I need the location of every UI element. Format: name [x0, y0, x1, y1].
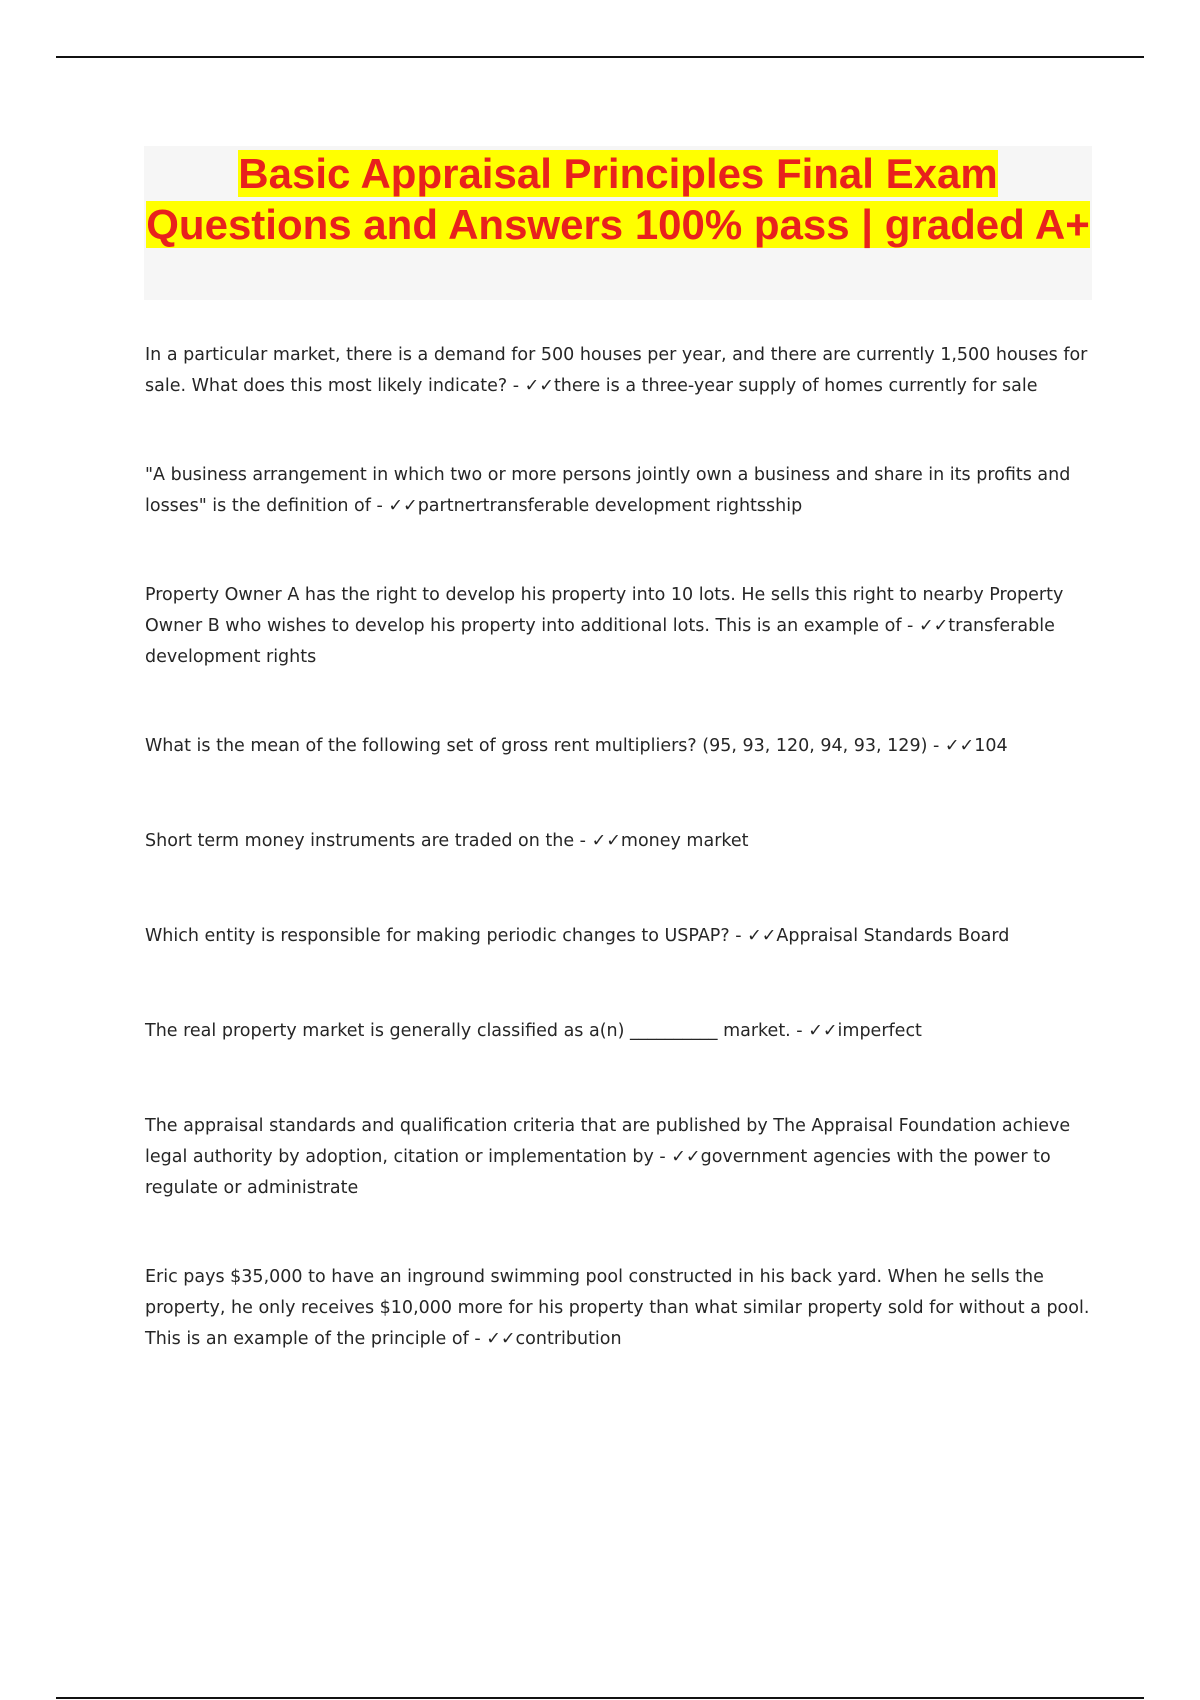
header-rule: [56, 56, 1144, 58]
check-mark-icon: ✓✓: [808, 1021, 838, 1041]
qa-list: [145, 340, 1100, 1355]
answer-text: 104: [974, 736, 1008, 756]
document-title: Basic Appraisal Principles Final Exam Questions and Answers 100% pass | graded A+: [146, 150, 1090, 248]
qa-item-6: [145, 921, 1100, 952]
question-text: The appraisal standards and qualification criteria that are published by The Appraisal Foundation achieve legal authority by adoption, citation or implementation by -: [145, 1116, 1071, 1167]
qa-item-2: [145, 460, 1100, 522]
answer-text: transferable development rights: [145, 616, 1055, 667]
qa-item-8: [145, 1111, 1100, 1204]
check-mark-icon: ✓✓: [747, 926, 777, 946]
check-mark-icon: ✓✓: [918, 616, 949, 636]
question-text: The real property market is generally classified as a(n) __________ market. -: [145, 1021, 809, 1041]
qa-item-3: [145, 580, 1100, 673]
question-text: Short term money instruments are traded on the -: [145, 831, 592, 851]
answer-text: Appraisal Standards Board: [776, 926, 1010, 946]
answer-text: imperfect: [837, 1021, 922, 1041]
check-mark-icon: ✓✓: [591, 831, 621, 851]
qa-item-9: [145, 1262, 1100, 1355]
answer-text: government agencies with the power to regulate or administrate: [145, 1147, 1051, 1198]
check-mark-icon: ✓✓: [671, 1147, 701, 1167]
answer-text: partnertransferable development rightsship: [417, 496, 803, 516]
qa-item-7: [145, 1016, 1100, 1047]
title-box: [144, 146, 1092, 300]
answer-text: contribution: [515, 1329, 622, 1349]
answer-text: money market: [620, 831, 749, 851]
qa-item-1: [145, 340, 1100, 402]
question-text: Property Owner A has the right to develop his property into 10 lots. He sells this right to nearby Property Owner B who wishes to develop his property into additional lots. This is an example of -: [145, 585, 1064, 636]
check-mark-icon: ✓✓: [486, 1329, 516, 1349]
check-mark-icon: ✓✓: [388, 496, 418, 516]
check-mark-icon: ✓✓: [524, 376, 554, 396]
question-text: "A business arrangement in which two or more persons jointly own a business and share in its profits and losses" is the definition of -: [145, 465, 1071, 516]
footer-rule: [56, 1697, 1144, 1699]
question-text: What is the mean of the following set of gross rent multipliers? (95, 93, 120, 94, 93, 129) -: [145, 736, 945, 756]
question-text: Eric pays $35,000 to have an inground swimming pool constructed in his back yard. When he sells the property, he only receives $10,000 more for his property than what similar property sold for without a pool. This is an example of the principle of -: [145, 1267, 1090, 1349]
qa-item-4: [145, 731, 1100, 762]
qa-item-5: [145, 826, 1100, 857]
check-mark-icon: ✓✓: [944, 736, 975, 756]
question-text: In a particular market, there is a demand for 500 houses per year, and there are currently 1,500 houses for sale. What does this most likely indicate? -: [145, 345, 1088, 396]
answer-text: there is a three-year supply of homes currently for sale: [553, 376, 1038, 396]
question-text: Which entity is responsible for making periodic changes to USPAP? -: [145, 926, 748, 946]
